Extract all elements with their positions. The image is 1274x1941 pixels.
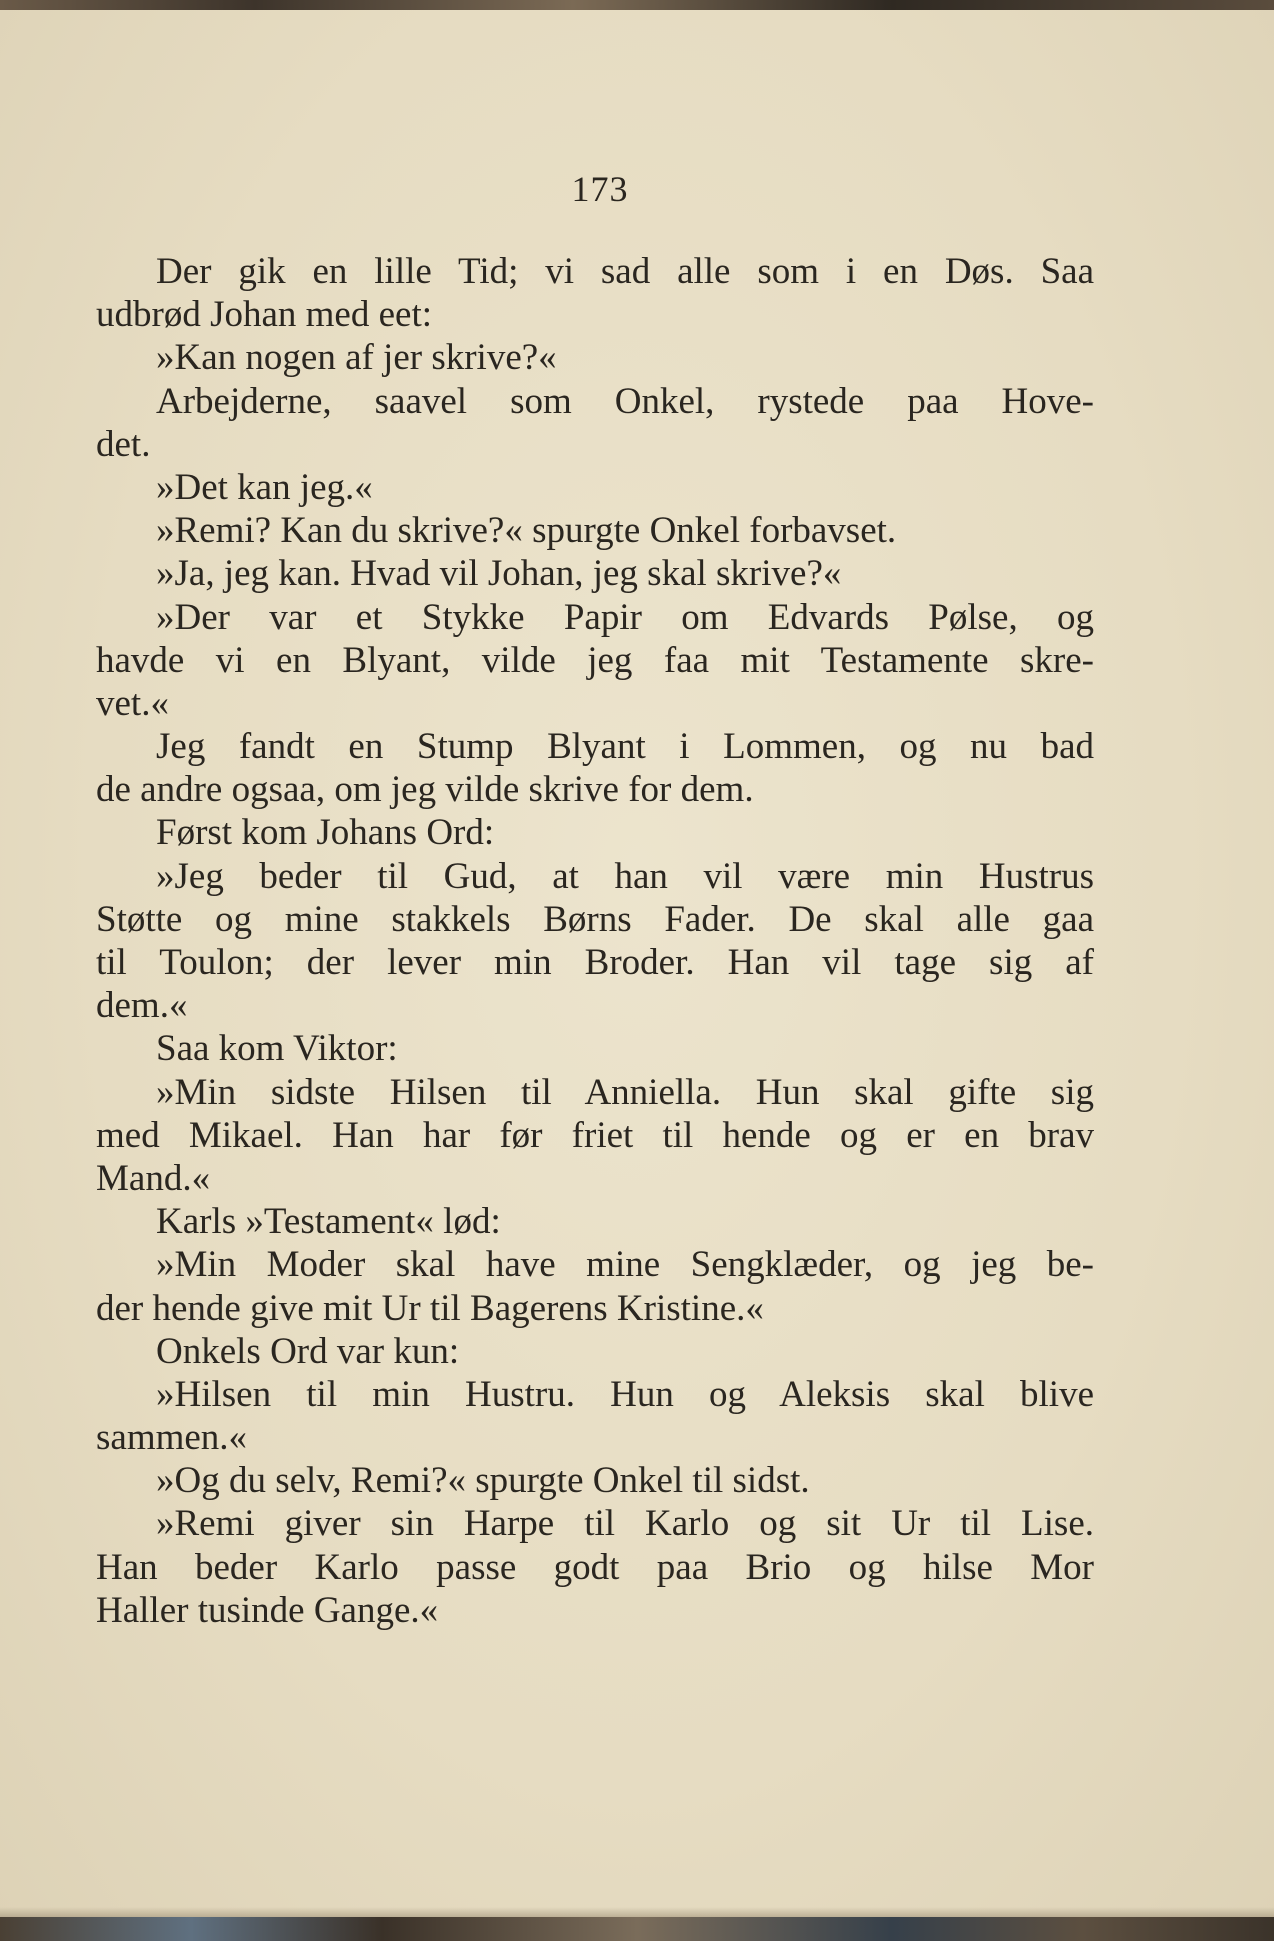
text-line: »Remi giver sin Harpe til Karlo og sit Ur til Lise. xyxy=(156,1503,1094,1545)
body-text xyxy=(96,250,1094,1632)
text-line: Haller tusinde Gange.« xyxy=(96,1589,439,1631)
text-line: »Og du selv, Remi?« spurgte Onkel til sidst. xyxy=(156,1460,810,1502)
text-line: Saa kom Viktor: xyxy=(156,1028,398,1070)
page-top-edge xyxy=(0,0,1274,10)
text-line: »Det kan jeg.« xyxy=(156,466,373,508)
text-line: havde vi en Blyant, vilde jeg faa mit Testamente skre- xyxy=(96,639,1094,681)
text-line: Der gik en lille Tid; vi sad alle som i en Døs. Saa xyxy=(156,251,1094,292)
text-line: Arbejderne, saavel som Onkel, rystede paa Hove- xyxy=(156,380,1094,422)
text-line: der hende give mit Ur til Bagerens Kristine.« xyxy=(96,1287,764,1329)
text-line: »Remi? Kan du skrive?« spurgte Onkel forbavset. xyxy=(156,510,897,552)
text-line: Jeg fandt en Stump Blyant i Lommen, og nu bad xyxy=(156,726,1094,768)
text-line: »Min sidste Hilsen til Anniella. Hun skal gifte sig xyxy=(156,1071,1094,1113)
page-bottom-edge xyxy=(0,1917,1274,1941)
page-bottom-shadow xyxy=(0,1907,1274,1917)
text-line: med Mikael. Han har før friet til hende og er en brav xyxy=(96,1114,1094,1156)
page-number: 173 xyxy=(571,169,629,209)
text-line: »Hilsen til min Hustru. Hun og Aleksis skal blive xyxy=(156,1373,1094,1415)
text-line: Støtte og mine stakkels Børns Fader. De skal alle gaa xyxy=(96,898,1094,940)
text-line: vet.« xyxy=(96,682,169,724)
text-line: »Jeg beder til Gud, at han vil være min Hustrus xyxy=(156,855,1094,897)
text-line: »Ja, jeg kan. Hvad vil Johan, jeg skal skrive?« xyxy=(156,553,842,595)
text-line: Karls »Testament« lød: xyxy=(156,1201,501,1243)
text-line: dem.« xyxy=(96,985,188,1027)
text-line: Onkels Ord var kun: xyxy=(156,1330,460,1372)
text-line: »Min Moder skal have mine Sengklæder, og jeg be- xyxy=(156,1244,1094,1286)
text-line: de andre ogsaa, om jeg vilde skrive for dem. xyxy=(96,769,754,811)
text-line: Først kom Johans Ord: xyxy=(156,812,495,854)
text-line: sammen.« xyxy=(96,1417,248,1459)
text-line: »Kan nogen af jer skrive?« xyxy=(156,337,557,379)
text-line: Han beder Karlo passe godt paa Brio og hilse Mor xyxy=(96,1546,1094,1588)
text-line: udbrød Johan med eet: xyxy=(96,294,432,336)
text-line: »Der var et Stykke Papir om Edvards Pølse, og xyxy=(156,596,1094,638)
text-line: til Toulon; der lever min Broder. Han vil tage sig af xyxy=(96,942,1094,983)
text-line: Mand.« xyxy=(96,1157,211,1199)
text-line: det. xyxy=(96,423,151,465)
